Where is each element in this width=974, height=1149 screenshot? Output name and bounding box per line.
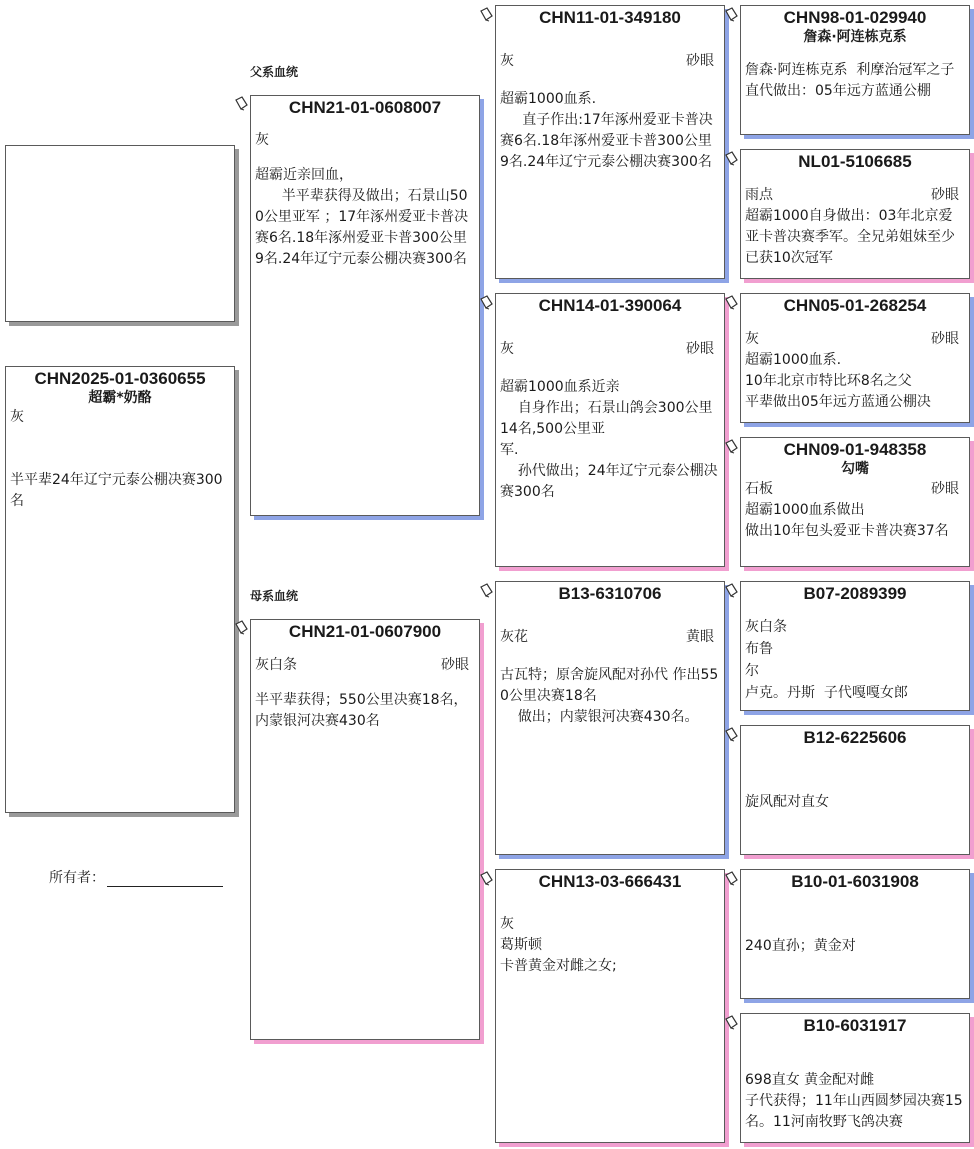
sire-sire-eye: 砂眼 (686, 53, 714, 69)
sire-sire-ring: CHN11-01-349180 (539, 8, 681, 27)
sire-dam-ring: CHN14-01-390064 (538, 296, 682, 315)
sdd-ring: CHN09-01-948358 (783, 440, 927, 459)
dam-sire-ring: B13-6310706 (558, 584, 662, 603)
sire-ring: CHN21-01-0608007 (288, 98, 442, 117)
sss-name: 詹森·阿连栋克系 (803, 29, 907, 45)
sire-card[interactable] (250, 95, 480, 516)
sds-ring: CHN05-01-268254 (783, 296, 927, 315)
edit-icon[interactable] (234, 96, 249, 111)
ssd-card[interactable] (740, 149, 970, 279)
ddd-ring: B10-6031917 (803, 1016, 907, 1035)
dam-dam-ring: CHN13-03-666431 (538, 872, 682, 891)
dam-sire-color: 灰花 (500, 629, 528, 645)
edit-icon[interactable] (724, 727, 739, 742)
sds-color: 灰 (745, 331, 759, 347)
ddd-desc: 698直女 黄金配对雌 子代获得；11年山西圆梦园决赛15名。11河南牧野飞鸽决赛 (745, 1072, 963, 1130)
dam-color: 灰白条 (255, 657, 297, 673)
edit-icon[interactable] (234, 620, 249, 635)
edit-icon[interactable] (724, 439, 739, 454)
dam-sire-card[interactable] (495, 581, 725, 855)
sire-dam-eye: 砂眼 (686, 341, 714, 357)
sdd-eye: 砂眼 (931, 481, 959, 497)
edit-icon[interactable] (724, 295, 739, 310)
dds-desc: 240直孙；黄金对 (745, 938, 856, 954)
edit-icon[interactable] (479, 871, 494, 886)
dam-sire-desc: 古瓦特；原舍旋风配对孙代 作出550公里决赛18名 做出；内蒙银河决赛430名。 (500, 667, 719, 725)
dam-sire-eye: 黄眼 (686, 629, 714, 645)
dss-ring: B07-2089399 (803, 584, 907, 603)
dam-ring: CHN21-01-0607900 (288, 622, 442, 641)
sire-color: 灰 (255, 132, 269, 148)
dsd-card[interactable] (740, 725, 970, 855)
sss-ring: CHN98-01-029940 (783, 8, 927, 27)
sdd-color: 石板 (745, 481, 773, 497)
subject-card[interactable] (5, 366, 235, 813)
edit-icon[interactable] (724, 7, 739, 22)
sire-desc: 超霸近亲回血， 半平辈获得及做出；石景山500公里亚军 ；17年涿州爱亚卡普决赛6名.18年涿州爱亚卡普300公里9名.24年辽宁元泰公棚决赛300名 (255, 167, 469, 267)
ddd-card[interactable] (740, 1013, 970, 1143)
sdd-card[interactable] (740, 437, 970, 567)
edit-icon[interactable] (479, 295, 494, 310)
sdd-desc: 超霸1000血系做出 做出10年包头爱亚卡普决赛37名 (745, 502, 949, 539)
dam-eye: 砂眼 (441, 657, 469, 673)
edit-icon[interactable] (724, 151, 739, 166)
edit-icon[interactable] (724, 1015, 739, 1030)
dam-dam-card[interactable] (495, 869, 725, 1143)
sds-card[interactable] (740, 293, 970, 423)
sire-sire-card[interactable] (495, 5, 725, 279)
edit-icon[interactable] (724, 583, 739, 598)
edit-icon[interactable] (479, 7, 494, 22)
sire-sire-color: 灰 (500, 53, 514, 69)
dam-line-label: 母系血统 (250, 589, 299, 603)
subject-desc: 半平辈24年辽宁元泰公棚决赛300名 (10, 472, 223, 509)
edit-icon[interactable] (479, 583, 494, 598)
sdd-name: 勾嘴 (841, 461, 869, 477)
sss-card[interactable] (740, 5, 970, 135)
dam-dam-desc: 灰 葛斯顿 卡普黄金对雌之女; (500, 916, 617, 974)
ssd-ring: NL01-5106685 (798, 152, 912, 171)
sire-line-label: 父系血统 (250, 65, 299, 79)
sire-dam-card[interactable] (495, 293, 725, 567)
dam-desc: 半平辈获得；550公里决赛18名，内蒙银河决赛430名 (255, 692, 468, 729)
edit-icon[interactable] (724, 871, 739, 886)
dam-card[interactable] (250, 619, 480, 1040)
owner-field[interactable] (49, 867, 223, 887)
dss-card[interactable] (740, 581, 970, 711)
dds-ring: B10-01-6031908 (791, 872, 919, 891)
sds-eye: 砂眼 (931, 331, 959, 347)
owner-label: 所有者： (49, 870, 105, 886)
dsd-desc: 旋风配对直女 (745, 794, 829, 810)
subject-name: 超霸*奶酪 (88, 390, 152, 406)
dds-card[interactable] (740, 869, 970, 999)
dss-desc: 灰白条 布鲁 尔 卢克。丹斯 子代嘎嘎女郎 (745, 619, 908, 701)
owner-line[interactable] (107, 872, 223, 887)
photo-placeholder (5, 145, 235, 322)
sire-dam-color: 灰 (500, 341, 514, 357)
sire-sire-desc: 超霸1000血系. 直子作出:17年涿州爱亚卡普决赛6名.18年涿州爱亚卡普300公里9名.24年辽宁元泰公棚决赛300名 (500, 91, 713, 170)
ssd-color: 雨点 (745, 187, 773, 203)
subject-ring: CHN2025-01-0360655 (34, 369, 206, 388)
sds-desc: 超霸1000血系. 10年北京市特比环8名之父 平辈做出05年远方蓝通公棚决 (745, 352, 931, 410)
sire-dam-desc: 超霸1000血系近亲 自身作出；石景山鸽会300公里14名,500公里亚 军. 孙代做出；24年辽宁元泰公棚决赛300名 (500, 379, 718, 500)
dsd-ring: B12-6225606 (803, 728, 907, 747)
ssd-eye: 砂眼 (931, 187, 959, 203)
sss-desc: 詹森·阿连栋克系 利摩治冠军之子 直代做出：05年远方蓝通公棚 (745, 62, 955, 99)
subject-color: 灰 (10, 409, 24, 425)
ssd-desc: 超霸1000自身做出：03年北京爱亚卡普决赛季军。全兄弟姐妹至少已获10次冠军 (745, 208, 955, 266)
